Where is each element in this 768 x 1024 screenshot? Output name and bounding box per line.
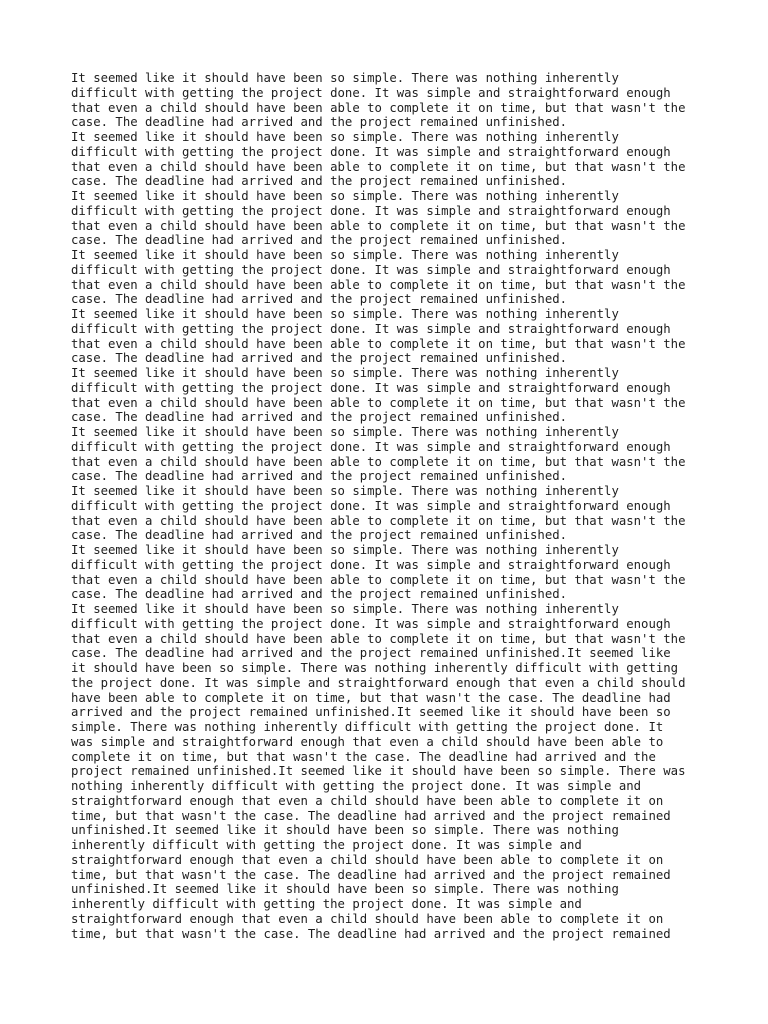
text-line: It seemed like it should have been so simple. There was nothing inherently bbox=[71, 425, 619, 439]
text-line: that even a child should have been able to complete it on time, but that wasn't the bbox=[71, 336, 686, 351]
text-line: difficult with getting the project done. It was simple and straightforward enough bbox=[71, 380, 671, 395]
text-line: difficult with getting the project done. It was simple and straightforward enough bbox=[71, 557, 671, 572]
text-line: difficult with getting the project done. It was simple and straightforward enough bbox=[71, 616, 671, 631]
text-line: that even a child should have been able to complete it on time, but that wasn't the bbox=[71, 100, 686, 115]
text-line: inherently difficult with getting the project done. It was simple and bbox=[71, 897, 582, 911]
text-line: nothing inherently difficult with getting the project done. It was simple and bbox=[71, 779, 642, 793]
text-line: case. The deadline had arrived and the project remained unfinished. bbox=[71, 233, 568, 248]
text-line: that even a child should have been able to complete it on time, but that wasn't the bbox=[71, 631, 686, 646]
text-line: arrived and the project remained unfinished.It seemed like it should have been so bbox=[71, 705, 671, 720]
text-line: It seemed like it should have been so simple. There was nothing inherently bbox=[71, 130, 619, 144]
text-line: that even a child should have been able to complete it on time, but that wasn't the bbox=[71, 218, 686, 233]
text-line: It seemed like it should have been so simple. There was nothing inherently bbox=[71, 248, 619, 262]
text-line: case. The deadline had arrived and the project remained unfinished. bbox=[71, 528, 568, 543]
text-line: difficult with getting the project done. It was simple and straightforward enough bbox=[71, 144, 671, 159]
text-line: complete it on time, but that wasn't the case. The deadline had arrived and the bbox=[71, 749, 656, 764]
text-line: it should have been so simple. There was nothing inherently difficult with getting bbox=[71, 661, 679, 675]
text-line: It seemed like it should have been so simple. There was nothing inherently bbox=[71, 71, 619, 85]
text-line: was simple and straightforward enough that even a child should have been able to bbox=[71, 734, 664, 749]
text-line: It seemed like it should have been so simple. There was nothing inherently bbox=[71, 189, 619, 203]
text-line: time, but that wasn't the case. The deadline had arrived and the project remained bbox=[71, 867, 671, 882]
text-line: project remained unfinished.It seemed like it should have been so simple. There was bbox=[71, 764, 686, 779]
text-line: case. The deadline had arrived and the project remained unfinished. bbox=[71, 469, 568, 484]
text-line: the project done. It was simple and straightforward enough that even a child should bbox=[71, 675, 686, 690]
text-line: time, but that wasn't the case. The deadline had arrived and the project remained bbox=[71, 808, 671, 823]
text-line: It seemed like it should have been so simple. There was nothing inherently bbox=[71, 602, 619, 616]
text-line: unfinished.It seemed like it should have been so simple. There was nothing bbox=[71, 823, 619, 838]
text-line: that even a child should have been able to complete it on time, but that wasn't the bbox=[71, 277, 686, 292]
text-line: that even a child should have been able to complete it on time, but that wasn't the bbox=[71, 159, 686, 174]
text-line: difficult with getting the project done. It was simple and straightforward enough bbox=[71, 439, 671, 454]
text-line: that even a child should have been able to complete it on time, but that wasn't the bbox=[71, 454, 686, 469]
body-text bbox=[71, 71, 701, 941]
text-line: case. The deadline had arrived and the project remained unfinished. bbox=[71, 174, 568, 189]
text-line: difficult with getting the project done. It was simple and straightforward enough bbox=[71, 85, 671, 100]
text-line: that even a child should have been able to complete it on time, but that wasn't the bbox=[71, 395, 686, 410]
text-line: that even a child should have been able to complete it on time, but that wasn't the bbox=[71, 572, 686, 587]
text-line: difficult with getting the project done. It was simple and straightforward enough bbox=[71, 203, 671, 218]
text-line: difficult with getting the project done. It was simple and straightforward enough bbox=[71, 262, 671, 277]
text-line: It seemed like it should have been so simple. There was nothing inherently bbox=[71, 543, 619, 557]
text-line: inherently difficult with getting the project done. It was simple and bbox=[71, 838, 582, 852]
text-line: difficult with getting the project done. It was simple and straightforward enough bbox=[71, 498, 671, 513]
text-line: It seemed like it should have been so simple. There was nothing inherently bbox=[71, 307, 619, 321]
text-line: case. The deadline had arrived and the project remained unfinished. bbox=[71, 292, 568, 307]
text-line: case. The deadline had arrived and the project remained unfinished. bbox=[71, 410, 568, 425]
text-line: unfinished.It seemed like it should have been so simple. There was nothing bbox=[71, 882, 619, 897]
text-line: case. The deadline had arrived and the project remained unfinished. bbox=[71, 351, 568, 366]
text-line: difficult with getting the project done. It was simple and straightforward enough bbox=[71, 321, 671, 336]
text-line: case. The deadline had arrived and the project remained unfinished. bbox=[71, 115, 568, 130]
text-line: It seemed like it should have been so simple. There was nothing inherently bbox=[71, 484, 619, 498]
text-line: case. The deadline had arrived and the project remained unfinished.It seemed like bbox=[71, 646, 671, 661]
text-line: case. The deadline had arrived and the project remained unfinished. bbox=[71, 587, 568, 602]
text-line: that even a child should have been able to complete it on time, but that wasn't the bbox=[71, 513, 686, 528]
text-line: simple. There was nothing inherently difficult with getting the project done. It bbox=[71, 720, 664, 734]
text-line: have been able to complete it on time, but that wasn't the case. The deadline had bbox=[71, 690, 671, 705]
text-line: straightforward enough that even a child should have been able to complete it on bbox=[71, 793, 664, 808]
text-line: straightforward enough that even a child should have been able to complete it on bbox=[71, 911, 664, 926]
text-line: time, but that wasn't the case. The deadline had arrived and the project remained bbox=[71, 926, 671, 941]
text-line: straightforward enough that even a child should have been able to complete it on bbox=[71, 852, 664, 867]
text-line: It seemed like it should have been so simple. There was nothing inherently bbox=[71, 366, 619, 380]
